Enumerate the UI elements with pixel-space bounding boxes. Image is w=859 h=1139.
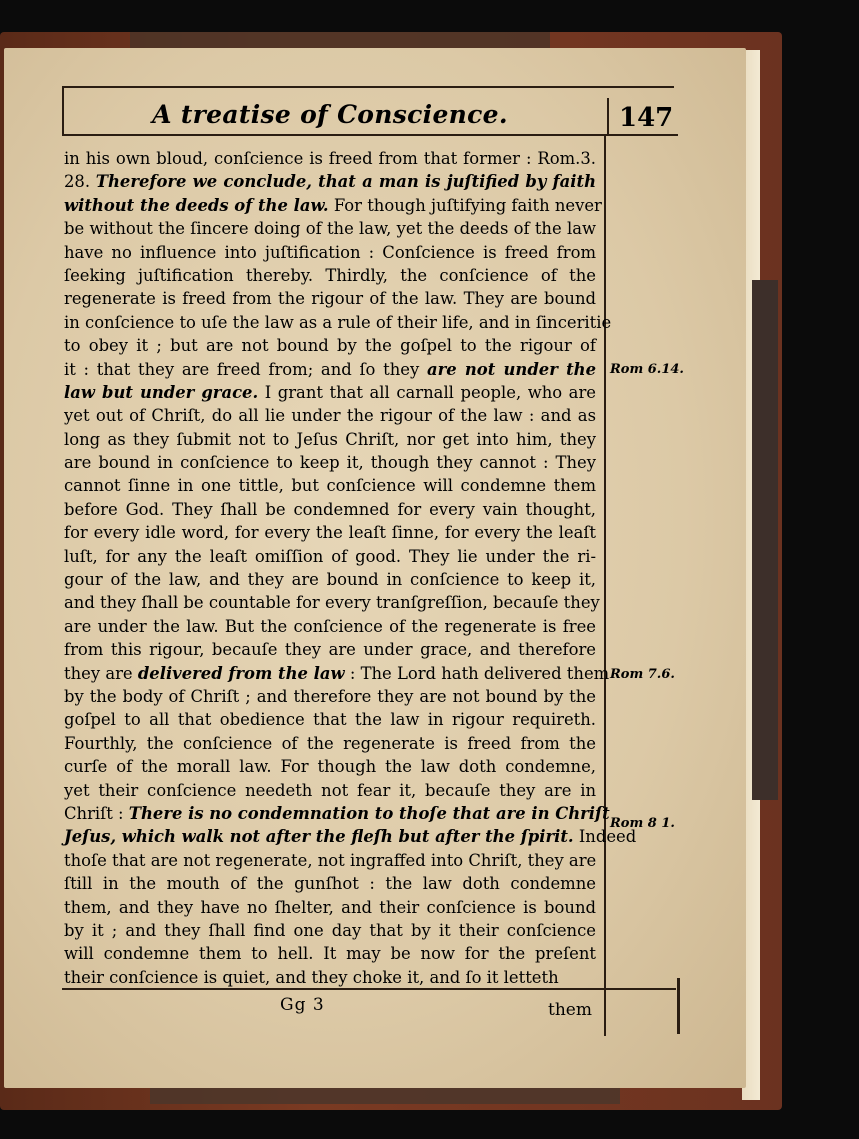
text-run: are bound in conſcience to keep it, though they cannot : They (64, 453, 596, 473)
text-run: will condemne them to hell. It may be now for the preſent (64, 944, 596, 964)
text-run: yet their conſcience needeth not fear it, becauſe they are in (64, 780, 596, 800)
text-run: to obey it ; but are not bound by the goſpel to the rigour of (64, 336, 596, 356)
text-run: by the body of Chriſt ; and therefore they are not bound by the (64, 686, 596, 706)
text-run: ſeeking juſtification thereby. Thirdly, the conſcience of the (64, 265, 596, 285)
text-line (64, 779, 596, 802)
page-number: 147 (619, 103, 674, 133)
text-run: and they ſhall be countable for every tranſgreſſion, becauſe they (64, 593, 600, 613)
text-run: for every idle word, for every the leaſt ſinne, for every the leaſt (64, 523, 596, 543)
text-line (64, 896, 596, 919)
text-line (64, 498, 596, 521)
text-line (64, 732, 596, 755)
text-line (64, 474, 596, 497)
text-run: cannot ſinne in one tittle, but conſcience will condemne them (64, 476, 596, 496)
text-run: goſpel to all that obedience that the law in rigour requireth. (64, 710, 596, 730)
text-line (64, 217, 596, 240)
italic-run: without the deeds of the law. (64, 195, 329, 215)
margin-column-rule (604, 136, 606, 1036)
text-line (64, 404, 596, 427)
italic-run: law but under grace. (64, 382, 259, 402)
text-run: are under the law. But the conſcience of the regenerate is free (64, 616, 596, 636)
text-line (64, 638, 596, 661)
text-run: yet out of Chriſt, do all lie under the rigour of the law : and as (64, 406, 596, 426)
binding-band-top (130, 32, 550, 48)
signature-mark: Gg 3 (280, 995, 325, 1015)
text-run: I grant that all carnall people, who are (258, 382, 596, 402)
text-line (64, 521, 596, 544)
italic-run: Therefore we conclude, that a man is juſtified by faith (95, 172, 596, 192)
text-run: be without the ſincere doing of the law, yet the deeds of the law (64, 219, 596, 239)
running-title: A treatise of Conscience. (152, 100, 508, 129)
text-line (64, 615, 596, 638)
text-run: For though juſtifying faith never (328, 195, 602, 215)
text-run: gour of the law, and they are bound in conſcience to keep it, (64, 570, 596, 590)
page-number-divider (607, 98, 609, 136)
text-line (64, 849, 596, 872)
text-line (64, 919, 596, 942)
text-run: Indeed (573, 827, 637, 847)
text-line (64, 358, 596, 381)
text-line (64, 241, 596, 264)
margin-note: Rom 7.6. (610, 667, 675, 682)
text-run: thoſe that are not regenerate, not ingraffed into Chriſt, they are (64, 850, 597, 870)
text-run: their conſcience is quiet, and they choke it, and ſo it letteth (64, 967, 559, 987)
italic-run: are not under the (426, 359, 596, 379)
text-run: them, and they have no ſhelter, and their conſcience is bound (64, 897, 596, 917)
margin-note: Rom 8 1. (610, 816, 675, 831)
text-line (64, 568, 596, 591)
text-run: have no influence into juſtification : Conſcience is freed from (64, 242, 596, 262)
italic-run: There is no condemnation to thoſe that are in Chriſt (128, 803, 610, 823)
text-line (64, 755, 596, 778)
text-run: before God. They ſhall be condemned for every vain thought, (64, 499, 596, 519)
text-run: in conſcience to uſe the law as a rule of their life, and in ſinceritie (64, 312, 612, 332)
text-line (64, 170, 596, 193)
text-line (64, 194, 602, 217)
text-line (64, 802, 610, 825)
text-line (64, 264, 596, 287)
text-run: from this rigour, becauſe they are under grace, and therefore (64, 640, 596, 660)
text-line (64, 708, 596, 731)
italic-run: Jeſus, which walk not after the fleſh but after the ſpirit. (64, 827, 574, 847)
text-line (64, 287, 596, 310)
text-line (64, 685, 596, 708)
text-run: regenerate is freed from the rigour of the law. They are bound (64, 289, 596, 309)
text-line (64, 591, 600, 614)
catchword: them (548, 1000, 592, 1020)
text-line (64, 334, 596, 357)
spine-shadow (752, 280, 778, 800)
text-line (64, 872, 596, 895)
margin-note: Rom 6.14. (610, 362, 684, 377)
text-run: Fourthly, the conſcience of the regenerate is freed from the (64, 733, 596, 753)
header-top-rule (62, 86, 674, 88)
text-line (64, 147, 596, 170)
text-run: long as they ſubmit not to Jeſus Chriſt, nor get into him, they (64, 429, 596, 449)
text-run: curſe of the morall law. For though the law doth condemne, (64, 757, 596, 777)
body-text (64, 147, 637, 989)
text-run: it : that they are freed from; and ſo they (64, 359, 427, 379)
text-run: by it ; and they ſhall find one day that by it their conſcience (64, 920, 596, 940)
text-line (64, 966, 596, 989)
text-line (64, 825, 637, 848)
text-line (64, 662, 610, 685)
italic-run: delivered from the law (137, 663, 345, 683)
text-line (64, 545, 596, 568)
text-run: ſtill in the mouth of the gunſhot : the law doth condemne (64, 874, 596, 894)
text-run: Chriſt : (64, 803, 129, 823)
text-line (64, 428, 596, 451)
text-run: in his own bloud, conſcience is freed from that former : Rom.3. (64, 149, 596, 168)
text-run: 28. (64, 172, 96, 192)
text-line (64, 381, 596, 404)
text-line (64, 942, 596, 965)
text-run: luſt, for any the leaſt omiſſion of good. They lie under the ri- (64, 546, 596, 566)
text-run: they are (64, 663, 138, 683)
text-line (64, 311, 612, 334)
text-line (64, 451, 596, 474)
header-bottom-rule (62, 134, 678, 136)
text-run: : The Lord hath delivered them (344, 663, 610, 683)
header-left-rule (62, 86, 64, 136)
footer-right-rule (677, 978, 680, 1034)
